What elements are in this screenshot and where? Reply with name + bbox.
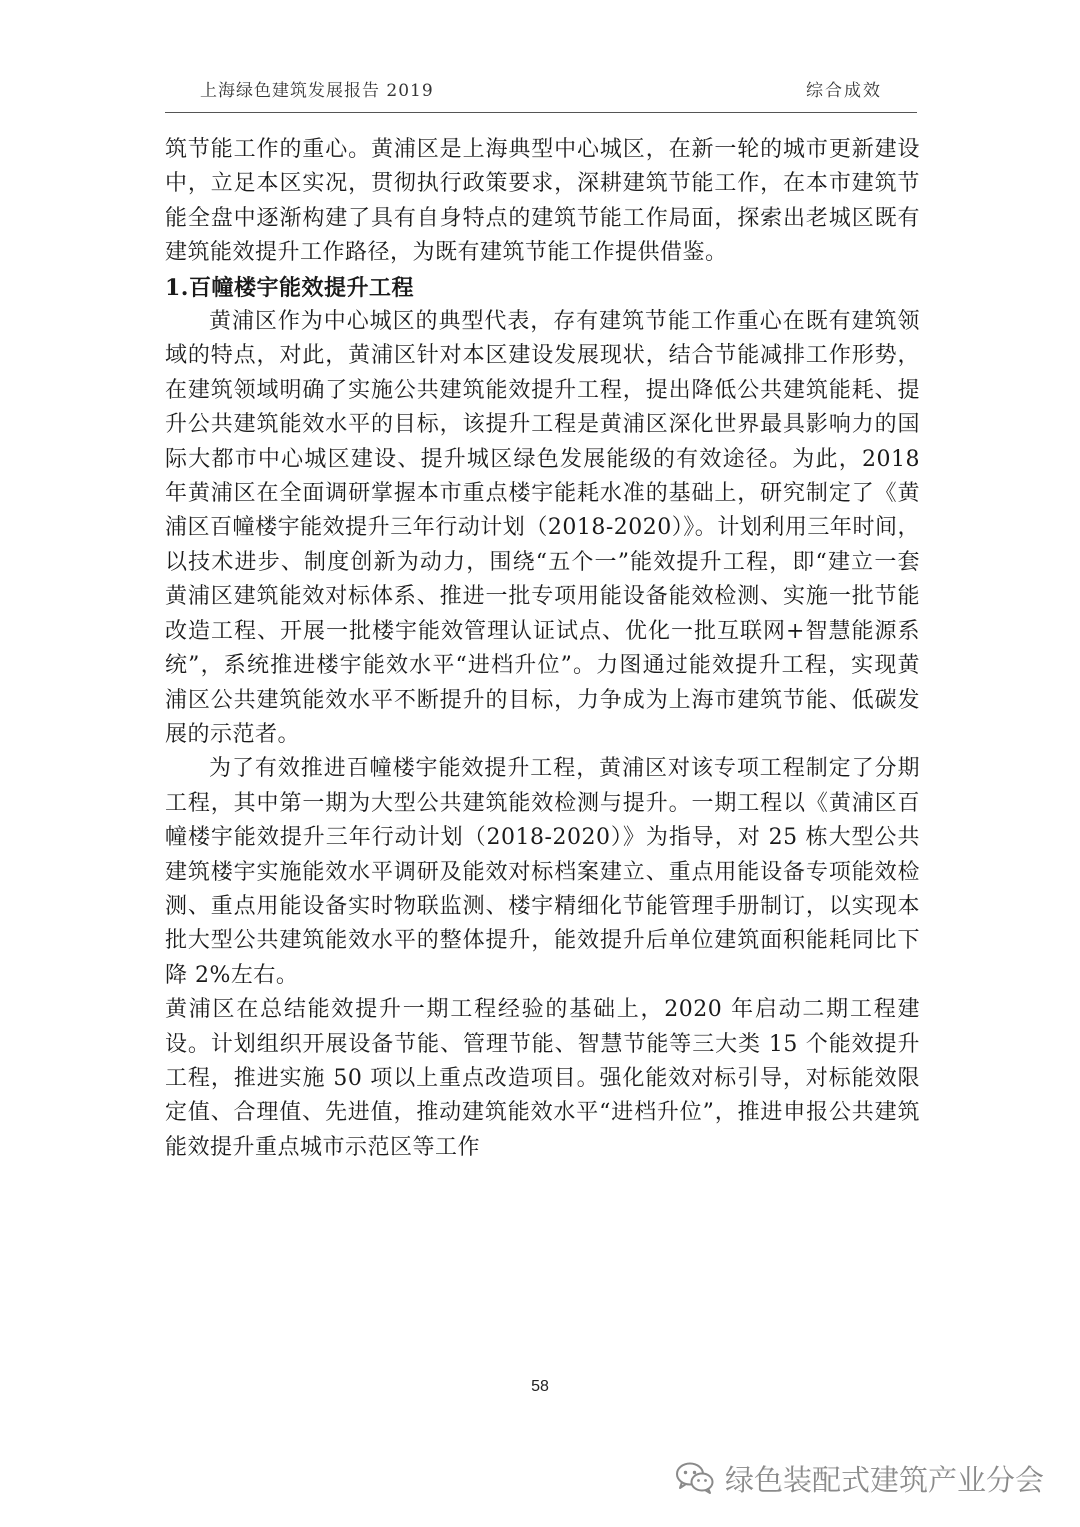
wechat-icon [675, 1461, 715, 1495]
header-report-title: 上海绿色建筑发展报告 2019 [200, 81, 434, 101]
page-number: 58 [531, 1378, 549, 1395]
paragraph-3: 黄浦区在总结能效提升一期工程经验的基础上，2020 年启动二期工程建设。计划组织开展设备节能、管理节能、智慧节能等三大类 15 个能效提升工程，推进实施 50 项以上重点改造项目。强化能效对标引导，对标能效限定值、合理值、先进值，推动建筑能效水平“进档升位”，推进申报公共建筑能效提升重点城市示范区等工作 [165, 997, 920, 1160]
header-divider [165, 112, 917, 113]
paragraph-1: 黄浦区作为中心城区的典型代表，存有建筑节能工作重心在既有建筑领域的特点，对此，黄浦区针对本区建设发展现状，结合节能减排工作形势，在建筑领域明确了实施公共建筑能效提升工程，提出降低公共建筑能耗、提升公共建筑能效水平的目标，该提升工程是黄浦区深化世界最具影响力的国际大都市中心城区建设、提升城区绿色发展能级的有效途径。为此，2018 年黄浦区在全面调研掌握本市重点楼宇能耗水准的基础上，研究制定了《黄浦区百幢楼宇能效提升三年行动计划（2018-2020）》。计划利用三年时间，以技术进步、制度创新为动力，围绕“五个一”能效提升工程，即“建立一套黄浦区建筑能效对标体系、推进一批专项用能设备能效检测、实施一批节能改造工程、开展一批楼宇能效管理认证试点、优化一批互联网+智慧能源系统”，系统推进楼宇能效水平“进档升位”。力图通过能效提升工程，实现黄浦区公共建筑能效水平不断提升的目标，力争成为上海市建筑节能、低碳发展的示范者。 [165, 309, 920, 747]
watermark-text: 绿色装配式建筑产业分会 [724, 1462, 1044, 1497]
header-section-title: 综合成效 [806, 81, 882, 101]
paragraph-2: 为了有效推进百幢楼宇能效提升工程，黄浦区对该专项工程制定了分期工程，其中第一期为大型公共建筑能效检测与提升。一期工程以《黄浦区百幢楼宇能效提升三年行动计划（2018-2020）》为指导，对 25 栋大型公共建筑楼宇实施能效水平调研及能效对标档案建立、重点用能设备专项能效检测、重点用能设备实时物联监测、楼宇精细化节能管理手册制订，以实现本批大型公共建筑能效水平的整体提升，能效提升后单位建筑面积能耗同比下降 2%左右。 [165, 756, 920, 988]
intro-paragraph: 筑节能工作的重心。黄浦区是上海典型中心城区，在新一轮的城市更新建设中，立足本区实况，贯彻执行政策要求，深耕建筑节能工作，在本市建筑节能全盘中逐渐构建了具有自身特点的建筑节能工作局面，探索出老城区既有建筑能效提升工作路径，为既有建筑节能工作提供借鉴。 [165, 137, 920, 266]
section-heading: 1.百幢楼宇能效提升工程 [165, 274, 414, 301]
body-text [165, 133, 920, 1165]
watermark [675, 1458, 1044, 1498]
